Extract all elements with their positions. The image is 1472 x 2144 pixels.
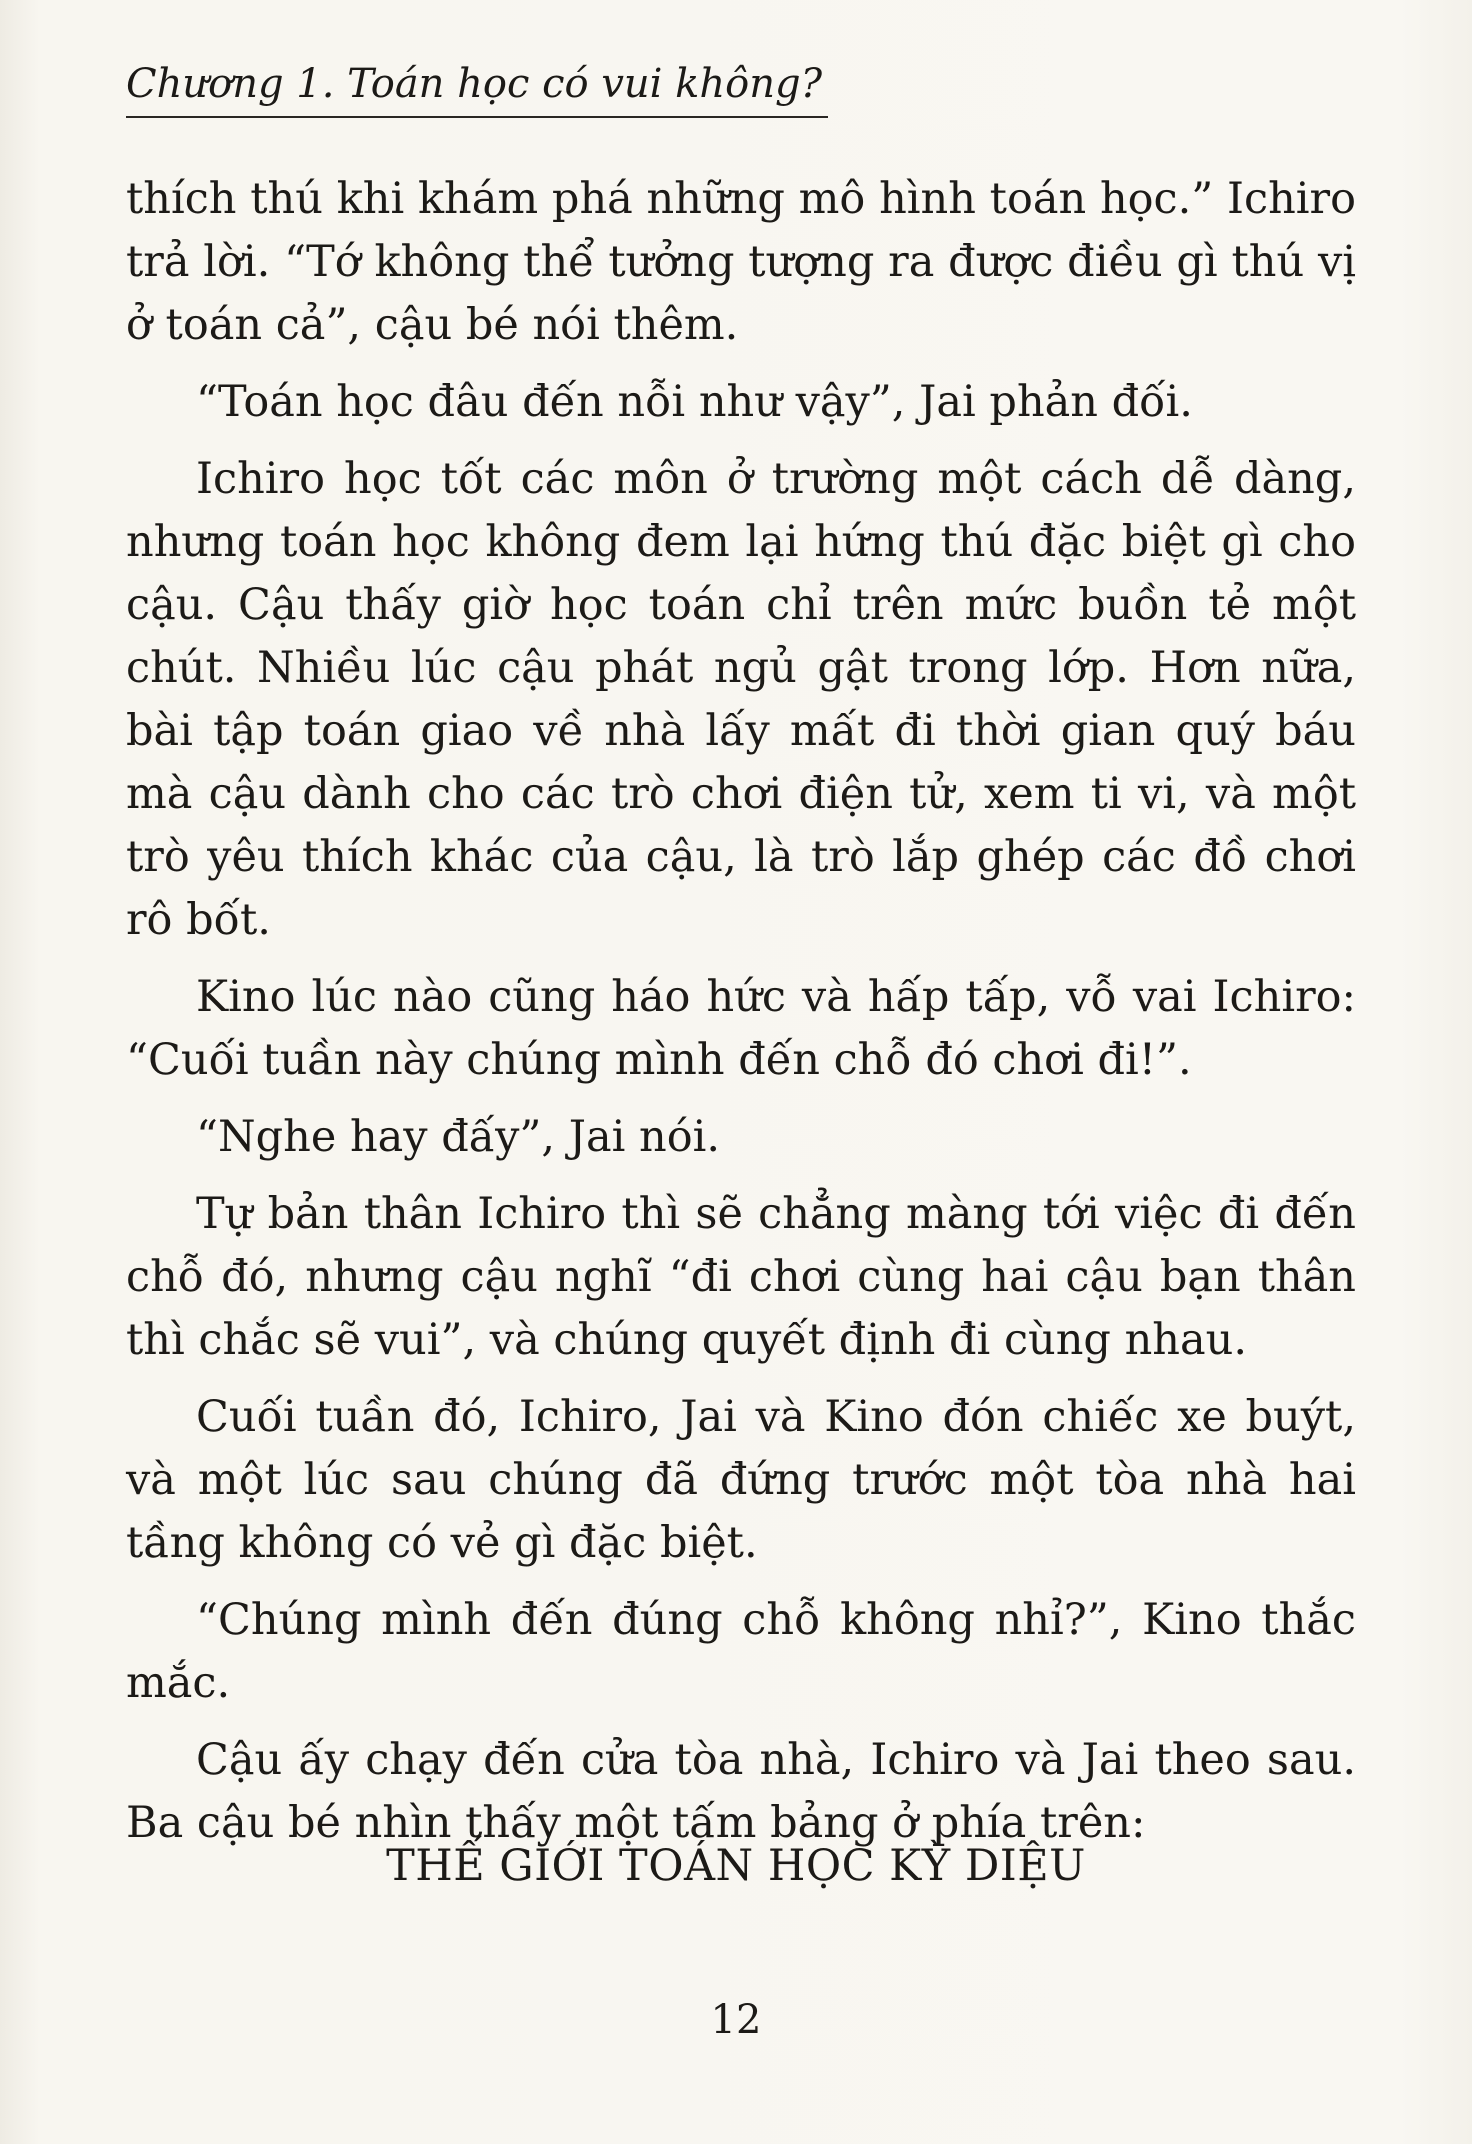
paragraph-kino-suggests: Kino lúc nào cũng háo hức và hấp tấp, vỗ vai Ichiro: “Cuối tuần này chúng mình đến chỗ đó chơi đi!”.	[126, 972, 1356, 1085]
paragraph-sign-intro: Cậu ấy chạy đến cửa tòa nhà, Ichiro và Jai theo sau. Ba cậu bé nhìn thấy một tấm bảng ở phía trên:	[126, 1735, 1356, 1848]
body-text	[126, 168, 1356, 1869]
paragraph-continuation: thích thú khi khám phá những mô hình toán học.” Ichiro trả lời. “Tớ không thể tưởng tượng ra được điều gì thú vị ở toán cả”, cậu bé nói thêm.	[126, 174, 1356, 350]
paragraph-jai-agrees: “Nghe hay đấy”, Jai nói.	[196, 1112, 721, 1162]
running-header: Chương 1. Toán học có vui không?	[126, 52, 828, 118]
sign-text: THẾ GIỚI TOÁN HỌC KỲ DIỆU	[386, 1841, 1086, 1891]
page-number: 12	[710, 1997, 762, 2043]
paragraph-jai-objects: “Toán học đâu đến nỗi như vậy”, Jai phản đối.	[196, 377, 1193, 427]
paragraph-ichiro-studies: Ichiro học tốt các môn ở trường một cách dễ dàng, nhưng toán học không đem lại hứng thú đặc biệt gì cho cậu. Cậu thấy giờ học toán chỉ trên mức buồn tẻ một chút. Nhiều lúc cậu phát ngủ gật trong lớp. Hơn nữa, bài tập toán giao về nhà lấy mất đi thời gian quý báu mà cậu dành cho các trò chơi điện tử, xem ti vi, và một trò yêu thích khác của cậu, là trò lắp ghép các đồ chơi rô bốt.	[126, 454, 1356, 945]
paragraph-kino-wonders: “Chúng mình đến đúng chỗ không nhỉ?”, Kino thắc mắc.	[126, 1595, 1356, 1708]
paragraph-weekend-bus: Cuối tuần đó, Ichiro, Jai và Kino đón chiếc xe buýt, và một lúc sau chúng đã đứng trước một tòa nhà hai tầng không có vẻ gì đặc biệt.	[126, 1392, 1356, 1568]
paragraph-ichiro-decides: Tự bản thân Ichiro thì sẽ chẳng màng tới việc đi đến chỗ đó, nhưng cậu nghĩ “đi chơi cùng hai cậu bạn thân thì chắc sẽ vui”, và chúng quyết định đi cùng nhau.	[126, 1189, 1356, 1365]
